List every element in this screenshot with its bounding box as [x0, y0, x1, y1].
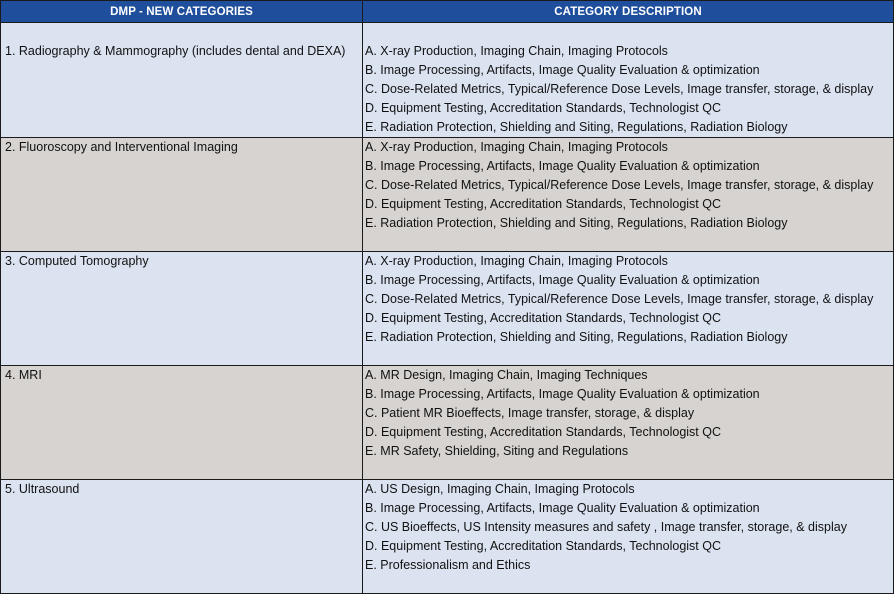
- table-row: [1, 480, 894, 594]
- category-cell: [1, 138, 363, 252]
- header-categories: DMP - NEW CATEGORIES: [1, 1, 363, 23]
- header-row: [1, 1, 894, 23]
- category-label: 2. Fluoroscopy and Interventional Imaging: [5, 140, 238, 154]
- description-item: B. Image Processing, Artifacts, Image Quality Evaluation & optimization: [365, 63, 760, 77]
- table-row: [1, 252, 894, 366]
- table-row: [1, 366, 894, 480]
- description-cell: [363, 480, 894, 594]
- description-item: E. MR Safety, Shielding, Siting and Regulations: [365, 444, 629, 458]
- description-item: B. Image Processing, Artifacts, Image Quality Evaluation & optimization: [365, 387, 760, 401]
- description-item: C. Dose-Related Metrics, Typical/Reference Dose Levels, Image transfer, storage, & display: [365, 82, 874, 96]
- category-label: 4. MRI: [5, 368, 42, 382]
- description-cell: [363, 23, 894, 138]
- description-item: D. Equipment Testing, Accreditation Standards, Technologist QC: [365, 425, 721, 439]
- table-row: [1, 138, 894, 252]
- description-item: D. Equipment Testing, Accreditation Standards, Technologist QC: [365, 539, 721, 553]
- category-cell: [1, 366, 363, 480]
- category-label: 1. Radiography & Mammography (includes dental and DEXA): [5, 44, 346, 58]
- description-item: C. Dose-Related Metrics, Typical/Reference Dose Levels, Image transfer, storage, & display: [365, 292, 874, 306]
- description-item: E. Radiation Protection, Shielding and Siting, Regulations, Radiation Biology: [365, 120, 788, 134]
- description-item: A. US Design, Imaging Chain, Imaging Protocols: [365, 482, 635, 496]
- description-item: E. Radiation Protection, Shielding and Siting, Regulations, Radiation Biology: [365, 330, 788, 344]
- description-item: A. X-ray Production, Imaging Chain, Imaging Protocols: [365, 140, 668, 154]
- description-cell: [363, 138, 894, 252]
- description-item: A. MR Design, Imaging Chain, Imaging Techniques: [365, 368, 648, 382]
- description-item: D. Equipment Testing, Accreditation Standards, Technologist QC: [365, 311, 721, 325]
- description-item: D. Equipment Testing, Accreditation Standards, Technologist QC: [365, 101, 721, 115]
- description-cell: [363, 252, 894, 366]
- description-item: C. Dose-Related Metrics, Typical/Reference Dose Levels, Image transfer, storage, & display: [365, 178, 874, 192]
- table-row: [1, 23, 894, 138]
- category-cell: [1, 23, 363, 138]
- category-cell: [1, 252, 363, 366]
- category-label: 5. Ultrasound: [5, 482, 80, 496]
- description-item: D. Equipment Testing, Accreditation Standards, Technologist QC: [365, 197, 721, 211]
- description-cell: [363, 366, 894, 480]
- description-item: E. Radiation Protection, Shielding and Siting, Regulations, Radiation Biology: [365, 216, 788, 230]
- description-item: A. X-ray Production, Imaging Chain, Imaging Protocols: [365, 254, 668, 268]
- category-label: 3. Computed Tomography: [5, 254, 149, 268]
- description-item: E. Professionalism and Ethics: [365, 558, 531, 572]
- description-item: C. US Bioeffects, US Intensity measures and safety , Image transfer, storage, & display: [365, 520, 847, 534]
- description-item: A. X-ray Production, Imaging Chain, Imaging Protocols: [365, 44, 668, 58]
- category-cell: [1, 480, 363, 594]
- description-item: C. Patient MR Bioeffects, Image transfer, storage, & display: [365, 406, 695, 420]
- header-description: CATEGORY DESCRIPTION: [363, 1, 894, 23]
- description-item: B. Image Processing, Artifacts, Image Quality Evaluation & optimization: [365, 501, 760, 515]
- description-item: B. Image Processing, Artifacts, Image Quality Evaluation & optimization: [365, 159, 760, 173]
- description-item: B. Image Processing, Artifacts, Image Quality Evaluation & optimization: [365, 273, 760, 287]
